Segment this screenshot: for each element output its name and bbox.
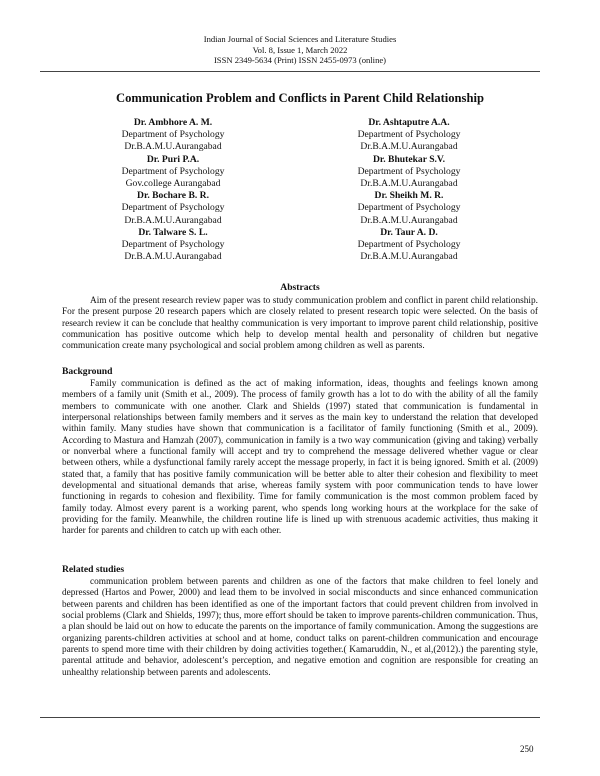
author-list [102,117,502,263]
author-name: Dr. Sheikh M. R. [374,190,444,202]
abstract-heading: Abstracts [280,282,320,293]
journal-header [0,34,600,66]
background-text [62,379,538,538]
author-institution: Dr.B.A.M.U.Aurangabad [124,251,222,263]
journal-issn: ISSN 2349-5634 (Print) ISSN 2455-0973 (online) [213,55,387,65]
page-number: 250 [520,744,534,754]
author-department: Department of Psychology [357,165,461,177]
paper-title: Communication Problem and Conflicts in Parent Child Relationship [116,91,484,105]
author-block [102,117,244,154]
author-name: Dr. Bhutekar S.V. [372,153,446,165]
abstract-paragraph: Aim of the present research review paper was to study communication problem and conflict in parent child relationship. For the present purpose 20 research papers which are closely related to present research topic were selected. On the basis of research review it can be conclude that healthy communication is very important to improve parent child relationship, positive communication has positive outcome which help to develop mental health and personality of children but negative communication create many psychological and social problem among children as well as parents. [62,296,538,352]
author-name: Dr. Taur A. D. [380,226,438,238]
author-block [102,190,244,227]
footer-divider [40,717,540,718]
author-department: Department of Psychology [357,239,461,251]
author-column-right [302,117,502,263]
author-institution: Dr.B.A.M.U.Aurangabad [124,214,222,226]
author-name: Dr. Talware S. L. [138,226,208,238]
author-department: Department of Psychology [121,239,225,251]
author-block [316,154,502,191]
related-studies-paragraph: communication problem between parents and children as one of the factors that make children to feel lonely and depressed (Hartos and Power, 2000) and lead them to be involved in social misconducts and since enhanced communication between parents and children has been identified as one of the important factors that could prevent children from involved in social problems (Clark and Shields, 1997); thus, more effort should be taken to improve parents-children communication. Thus, a plan should be laid out on how to educate the parents on the importance of family communication. Among the suggestions are organizing parents-children activities at school and at home, conduct talks on parent-children communication and encourage parents to spend more time with their children by doing activities together.( Kamaruddin, N., et al,(2012).) the parenting style, parental attitude and behavior, adolescent’s perception, and negative emotion and cognition are responsible for creating an unhealthy relationship between parents and adolescents. [62,577,538,678]
author-name: Dr. Bochare B. R. [137,190,209,202]
author-block [316,190,502,227]
author-department: Department of Psychology [121,129,225,141]
related-studies-heading: Related studies [62,564,125,575]
author-name: Dr. Puri P.A. [146,153,200,165]
author-name: Dr. Ashtaputre A.A. [368,117,450,128]
abstract-text [62,296,538,353]
author-block [316,117,502,154]
header-divider [40,71,540,72]
background-paragraph: Family communication is defined as the act of making information, ideas, thoughts and feelings known among members of a family unit (Smith et al., 2009). The process of family growth has a lot to do with the ability of all the family members to communicate with one another. Clark and Shields (1997) stated that communication is fundamental in interpersonal relationships between family members and it serves as the main key to understand the relation that developed within family. Many studies have shown that communication is a facilitator of family functioning (Smith et al., 2009). According to Mastura and Hamzah (2007), communication in family is a two way communication (giving and taking) verbally or nonverbal where a functional family will accept and try to comprehend the message delivered whether vague or clear between others, while a dysfunctional family rarely accept the message properly, in fact it is being ignored. Smith et al. (2009) stated that, a family that has positive family communication will be better able to alter their cohesion and flexibility to meet developmental and situational demands that arise, whereas family system with poor communication tends to have lower functioning in regards to cohesion and flexibility. Time for family communication is the most common problem faced by family today. Almost every parent is a working parent, who spends long working hours at the workplace for the sake of providing for the family. Meanwhile, the children routine life is lined up with strenuous academic activities, thus making it harder for parents and children to catch up with each other. [62,379,538,537]
author-institution: Dr.B.A.M.U.Aurangabad [124,141,222,153]
author-institution: Dr.B.A.M.U.Aurangabad [360,141,458,153]
author-name: Dr. Ambhore A. M. [133,117,213,128]
journal-name: Indian Journal of Social Sciences and Literature Studies [203,34,397,44]
author-department: Department of Psychology [121,202,225,214]
author-department: Department of Psychology [121,165,225,177]
related-studies-text [62,577,538,679]
author-department: Department of Psychology [357,202,461,214]
journal-volume: Vol. 8, Issue 1, March 2022 [252,44,348,55]
author-block [316,227,502,264]
author-block [102,154,244,191]
author-institution: Dr.B.A.M.U.Aurangabad [360,178,458,190]
author-column-left [102,117,302,263]
background-heading: Background [62,366,113,377]
author-block [102,227,244,264]
author-institution: Dr.B.A.M.U.Aurangabad [360,251,458,263]
author-institution: Gov.college Aurangabad [125,178,221,190]
author-department: Department of Psychology [357,129,461,141]
author-institution: Dr.B.A.M.U.Aurangabad [360,214,458,226]
